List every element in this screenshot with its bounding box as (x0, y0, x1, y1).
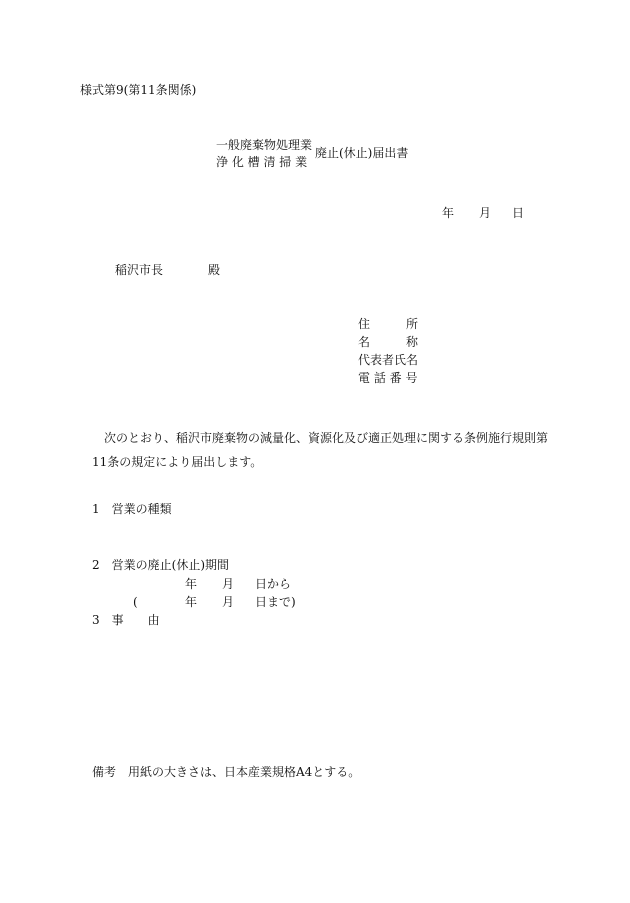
date-year: 年 (442, 206, 455, 220)
item-reason: 3 事 由 (92, 613, 160, 627)
applicant-representative-label: 代表者氏名 (358, 353, 419, 367)
period-to-paren: ( (133, 595, 138, 609)
footnote: 備考 用紙の大きさは、日本産業規格A4とする。 (92, 765, 361, 779)
body-text: 次のとおり、稲沢市廃棄物の減量化、資源化及び適正処理に関する条例施行規則第11条の規定により届出します。 (92, 431, 549, 469)
date-month: 月 (479, 206, 492, 220)
date-day: 日 (512, 206, 525, 220)
period-to-year: 年 (185, 595, 198, 609)
period-to-day: 日まで) (255, 595, 296, 609)
addressee-name: 稲沢市長 (115, 263, 164, 277)
form-label: 様式第9(第11条関係) (80, 83, 197, 97)
applicant-address-label: 住 所 (358, 317, 419, 331)
period-to-month: 月 (222, 595, 235, 609)
addressee-honorific: 殿 (208, 263, 221, 277)
applicant-name-label: 名 称 (358, 335, 419, 349)
title-suffix: 廃止(休止)届出書 (315, 146, 409, 160)
title-line-2: 浄 化 槽 清 掃 業 (216, 155, 308, 169)
period-from-month: 月 (222, 577, 235, 591)
title-line-1: 一般廃棄物処理業 (216, 138, 313, 152)
applicant-phone-label: 電 話 番 号 (358, 371, 418, 385)
item-period: 2 営業の廃止(休止)期間 (92, 558, 229, 572)
item-business-type: 1 営業の種類 (92, 502, 172, 516)
period-from-year: 年 (185, 577, 198, 591)
period-from-day: 日から (255, 577, 292, 591)
